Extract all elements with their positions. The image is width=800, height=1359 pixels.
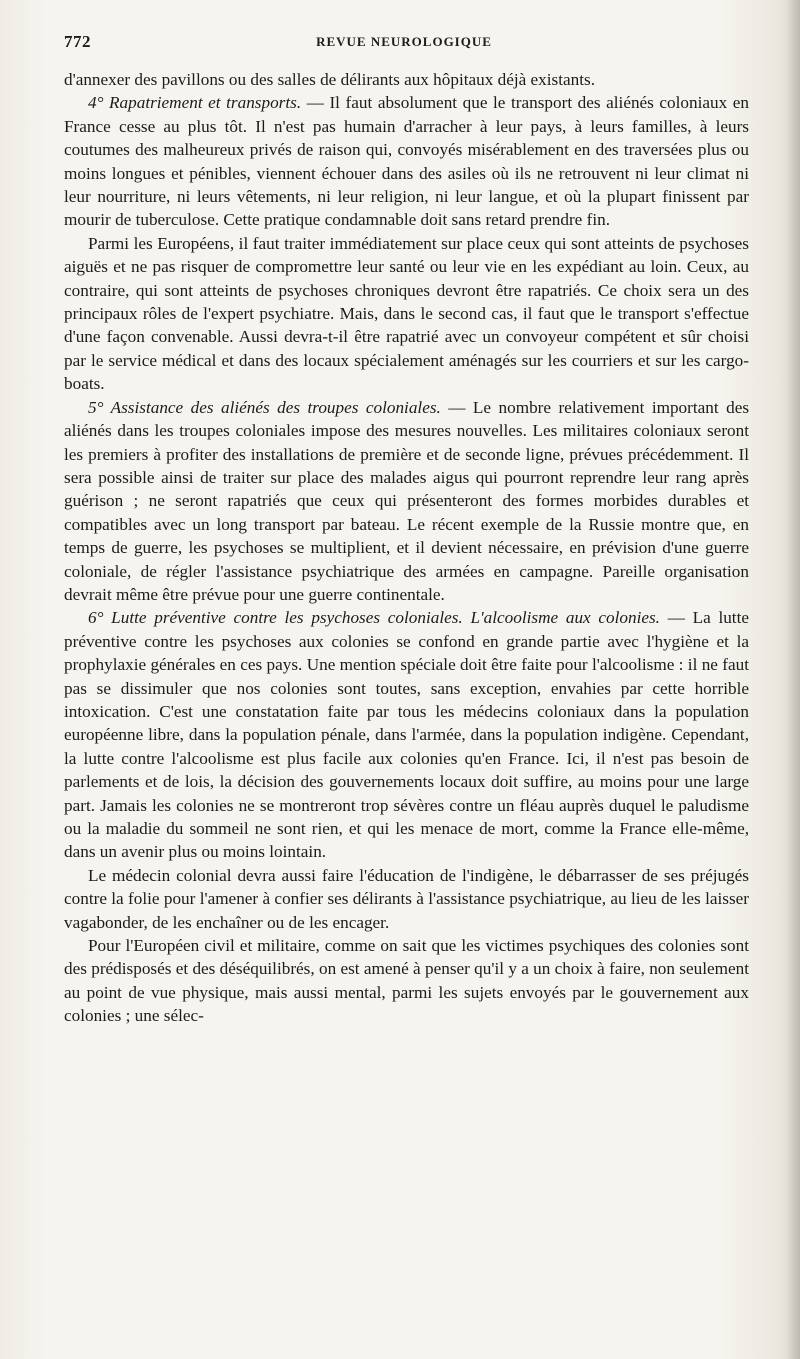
section-heading: 6° Lutte préventive contre les psychoses coloniales. L'alcoolisme aux colonies. (88, 608, 660, 628)
paragraph-text: — La lutte préventive contre les psychoses aux colonies se confond en grande partie avec l'hygiène et la prophylaxie générales en ces pays. Une mention spéciale doit être faite pour l'alcoolisme : il ne faut pas se dissimuler que nos colonies sont toutes, sans exception, envahies par cette horrible intoxication. C'est une constatation faite par tous les médecins coloniaux dans la population européenne libre, dans la population pénale, dans l'armée, dans la population indigène. Cependant, la lutte contre l'alcoolisme est plus facile aux colonies qu'en France. Ici, il n'est pas besoin de parlements et de lois, la décision des gouvernements locaux doit suffire, au moins pour une large part. Jamais les colonies ne se montreront trop sévères contre un fléau auprès duquel le paludisme ou la maladie du sommeil ne sont rien, et qui les menace de mort, comme la France elle-même, dans un avenir plus ou moins lointain. (64, 608, 749, 862)
page-edge-shadow (786, 0, 800, 1359)
paragraph (64, 606, 749, 863)
paragraph (64, 864, 749, 934)
paragraph (64, 68, 749, 91)
paragraph (64, 232, 749, 396)
running-head (64, 32, 744, 52)
paragraph-text: Pour l'Européen civil et militaire, comme on sait que les victimes psychiques des colonies sont des prédisposés et des déséquilibrés, on est amené à penser qu'il y a un choix à faire, non seulement au point de vue physique, mais aussi mental, parmi les sujets envoyés par le gouvernement aux colonies ; une sélec- (64, 936, 749, 1026)
paragraph-text: Parmi les Européens, il faut traiter immédiatement sur place ceux qui sont atteints de psychoses aiguës et ne pas risquer de compromettre leur santé ou leur vie en les expédiant au loin. Ceux, au contraire, qui sont atteints de psychoses chroniques devront être rapatriés. Ce choix sera un des principaux rôles de l'expert psychiatre. Mais, dans le second cas, il faut que le transport s'effectue d'une façon convenable. Aussi devra-t-il être rapatrié avec un convoyeur compétent et sûr choisi par le service médical et dans des locaux spécialement aménagés sur les courriers et sur les cargo-boats. (64, 233, 749, 394)
section-heading: 5° Assistance des aliénés des troupes coloniales. (88, 397, 441, 417)
paragraph (64, 934, 749, 1028)
body-text (64, 68, 749, 1028)
section-heading: 4° Rapatriement et transports. (88, 93, 302, 113)
page-number: 772 (64, 32, 91, 51)
paragraph-text: Le médecin colonial devra aussi faire l'éducation de l'indigène, le débarrasser de ses préjugés contre la folie pour l'amener à confier ses délirants à l'assistance psychiatrique, au lieu de les laisser vagabonder, de les enchaîner ou de les encager. (64, 865, 749, 932)
paragraph (64, 396, 749, 607)
paragraph-text: — Il faut absolument que le transport des aliénés coloniaux en France cesse au plus tôt. Il n'est pas humain d'arracher à leur pays, à leurs familles, à leurs coutumes des malheureux privés de raison qui, convoyés misérablement en des traversées plus ou moins longues et pénibles, viennent échouer dans des asiles où ils ne retrouvent ni leur climat ni leur nourriture, ni leurs vêtements, ni leur religion, ni leur langue, et où la plupart finissent par mourir de tuberculose. Cette pratique condamnable doit sans retard prendre fin. (64, 93, 750, 230)
paragraph (64, 91, 749, 231)
paragraph-text: — Le nombre relativement important des aliénés dans les troupes coloniales impose des mesures nouvelles. Les militaires coloniaux seront les premiers à profiter des installations de première et de seconde ligne, prévues précédemment. Il sera possible ainsi de traiter sur place des malades aigus qui pourront reprendre leur rang après guérison ; ne seront rapatriés que ceux qui présenteront des formes morbides durables et compatibles avec un long transport par bateau. Le récent exemple de la Russie montre que, en temps de guerre, les psychoses se multiplient, et il devient nécessaire, en prévision d'une guerre coloniale, de régler l'assistance psychiatrique des armées en campagne. Pareille organisation devrait même être prévue pour une guerre continentale. (64, 397, 750, 604)
paragraph-text: d'annexer des pavillons ou des salles de délirants aux hôpitaux déjà existants. (64, 70, 595, 89)
journal-title: REVUE NEUROLOGIQUE (316, 34, 492, 49)
